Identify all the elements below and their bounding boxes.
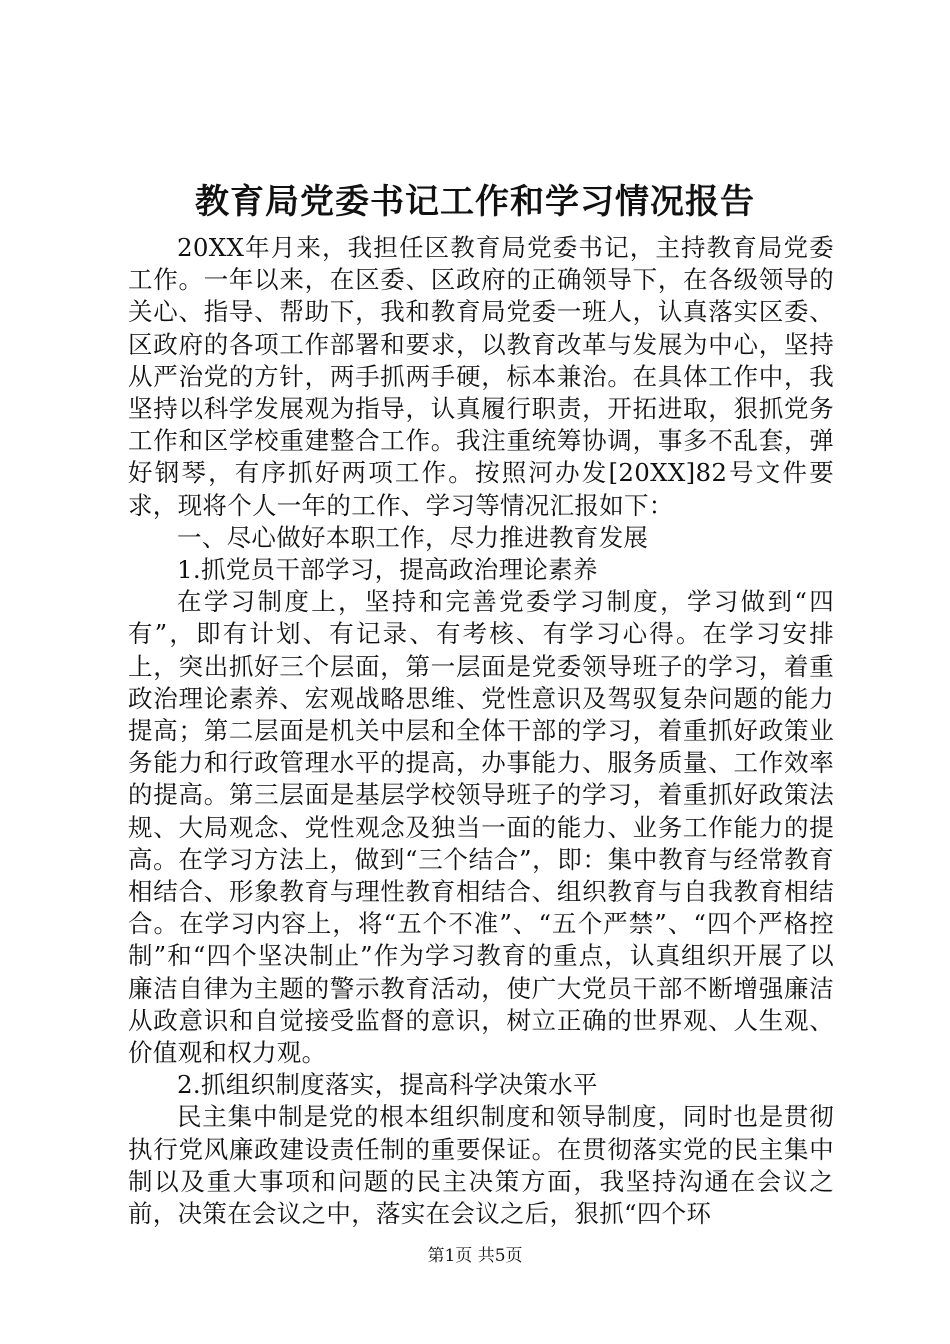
section-heading-1: 一、尽心做好本职工作，尽力推进教育发展 (177, 522, 649, 552)
document-title: 教育局党委书记工作和学习情况报告 (195, 182, 755, 222)
paragraph-intro: 20XX年月来，我担任区教育局党委书记，主持教育局党委工作。一年以来，在区委、区政府的正确领导下，在各级领导的关心、指导、帮助下，我和教育局党委一班人，认真落实区委、区政府的各项工作部署和要求，以教育改革与发展为中心，坚持从严治党的方针，两手抓两手硬，标本兼治。在具体工作中，我坚持以科学发展观为指导，认真履行职责，开拓进取，狠抓党务工作和区学校重建整合工作。我注重统筹协调，事多不乱套，弹好钢琴，有序抓好两项工作。按照河办发[20XX]82号文件要求，现将个人一年的工作、学习等情况汇报如下： (128, 233, 834, 520)
paragraph-study: 在学习制度上，坚持和完善党委学习制度，学习做到“四有”，即有计划、有记录、有考核、有学习心得。在学习安排上，突出抓好三个层面，第一层面是党委领导班子的学习，着重政治理论素养、宏观战略思维、党性意识及驾驭复杂问题的能力提高；第二层面是机关中层和全体干部的学习，着重抓好政策业务能力和行政管理水平的提高，办事能力、服务质量、工作效率的提高。第三层面是基层学校领导班子的学习，着重抓好政策法规、大局观念、党性观念及独当一面的能力、业务工作能力的提高。在学习方法上，做到“三个结合”，即：集中教育与经常教育相结合、形象教育与理性教育相结合、组织教育与自我教育相结合。在学习内容上，将“五个不准”、“五个严禁”、“四个严格控制”和“四个坚决制止”作为学习教育的重点，认真组织开展了以廉洁自律为主题的警示教育活动，使广大党员干部不断增强廉洁从政意识和自觉接受监督的意识，树立正确的世界观、人生观、价值观和权力观。 (128, 587, 834, 1068)
document-body (128, 232, 834, 1230)
subsection-heading-2: 2.抓组织制度落实，提高科学决策水平 (177, 1070, 598, 1100)
page-footer: 第1页 共5页 (427, 1246, 523, 1266)
paragraph-democratic-centralism: 民主集中制是党的根本组织制度和领导制度，同时也是贯彻执行党风廉政建设责任制的重要保证。在贯彻落实党的民主集中制以及重大事项和问题的民主决策方面，我坚持沟通在会议之前，决策在会议之中，落实在会议之后，狠抓“四个环 (128, 1102, 834, 1229)
subsection-heading-1: 1.抓党员干部学习，提高政治理论素养 (177, 555, 598, 585)
